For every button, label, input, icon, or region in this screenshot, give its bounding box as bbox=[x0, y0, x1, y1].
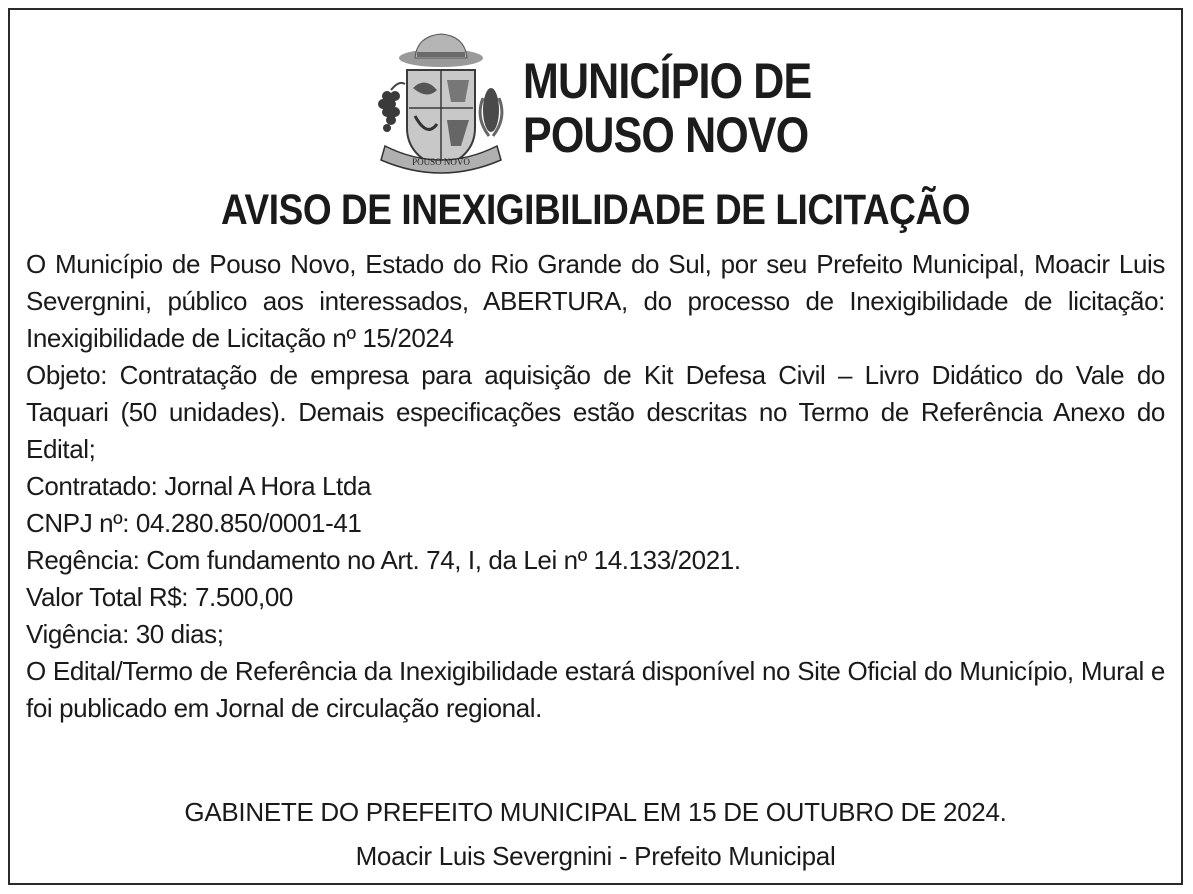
intro-paragraph: O Município de Pouso Novo, Estado do Rio Grande do Sul, por seu Prefeito Municipal, Moacir Luis Severgnini, público aos interessados, ABERTURA, do processo de Inexigibilidade de licitação: Inexigibilidade de Licitação nº 15/2024 bbox=[26, 249, 1165, 353]
gabinete-line: GABINETE DO PREFEITO MUNICIPAL EM 15 DE OUTUBRO DE 2024. bbox=[184, 797, 1007, 827]
document-title-text: AVISO DE INEXIGIBILIDADE DE LICITAÇÃO bbox=[220, 186, 971, 234]
municipal-crest-icon bbox=[365, 28, 515, 178]
notice-body bbox=[26, 246, 1165, 727]
valor-line: Valor Total R$: 7.500,00 bbox=[26, 582, 293, 612]
edital-paragraph: O Edital/Termo de Referência da Inexigibilidade estará disponível no Site Oficial do Município, Mural e foi publicado em Jornal de circulação regional. bbox=[26, 656, 1165, 723]
municipality-line-1: MUNICÍPIO DE bbox=[523, 53, 812, 109]
cnpj-line: CNPJ nº: 04.280.850/0001-41 bbox=[26, 508, 362, 538]
objeto-paragraph: Objeto: Contratação de empresa para aquisição de Kit Defesa Civil – Livro Didático do Vale do Taquari (50 unidades). Demais especificações estão descritas no Termo de Referência Anexo do Edital; bbox=[26, 360, 1165, 464]
document-title bbox=[10, 186, 1181, 235]
vigencia-line: Vigência: 30 dias; bbox=[26, 619, 224, 649]
notice-box bbox=[8, 8, 1183, 885]
municipality-name bbox=[523, 54, 811, 162]
municipality-line-2: POUSO NOVO bbox=[523, 107, 809, 163]
regencia-line: Regência: Com fundamento no Art. 74, I, da Lei nº 14.133/2021. bbox=[26, 545, 741, 575]
header bbox=[10, 24, 1181, 174]
crest-ribbon-text: POUSO NOVO bbox=[412, 157, 470, 167]
signature-line: Moacir Luis Severgnini - Prefeito Municipal bbox=[355, 841, 836, 871]
contratado-line: Contratado: Jornal A Hora Ltda bbox=[26, 471, 372, 501]
